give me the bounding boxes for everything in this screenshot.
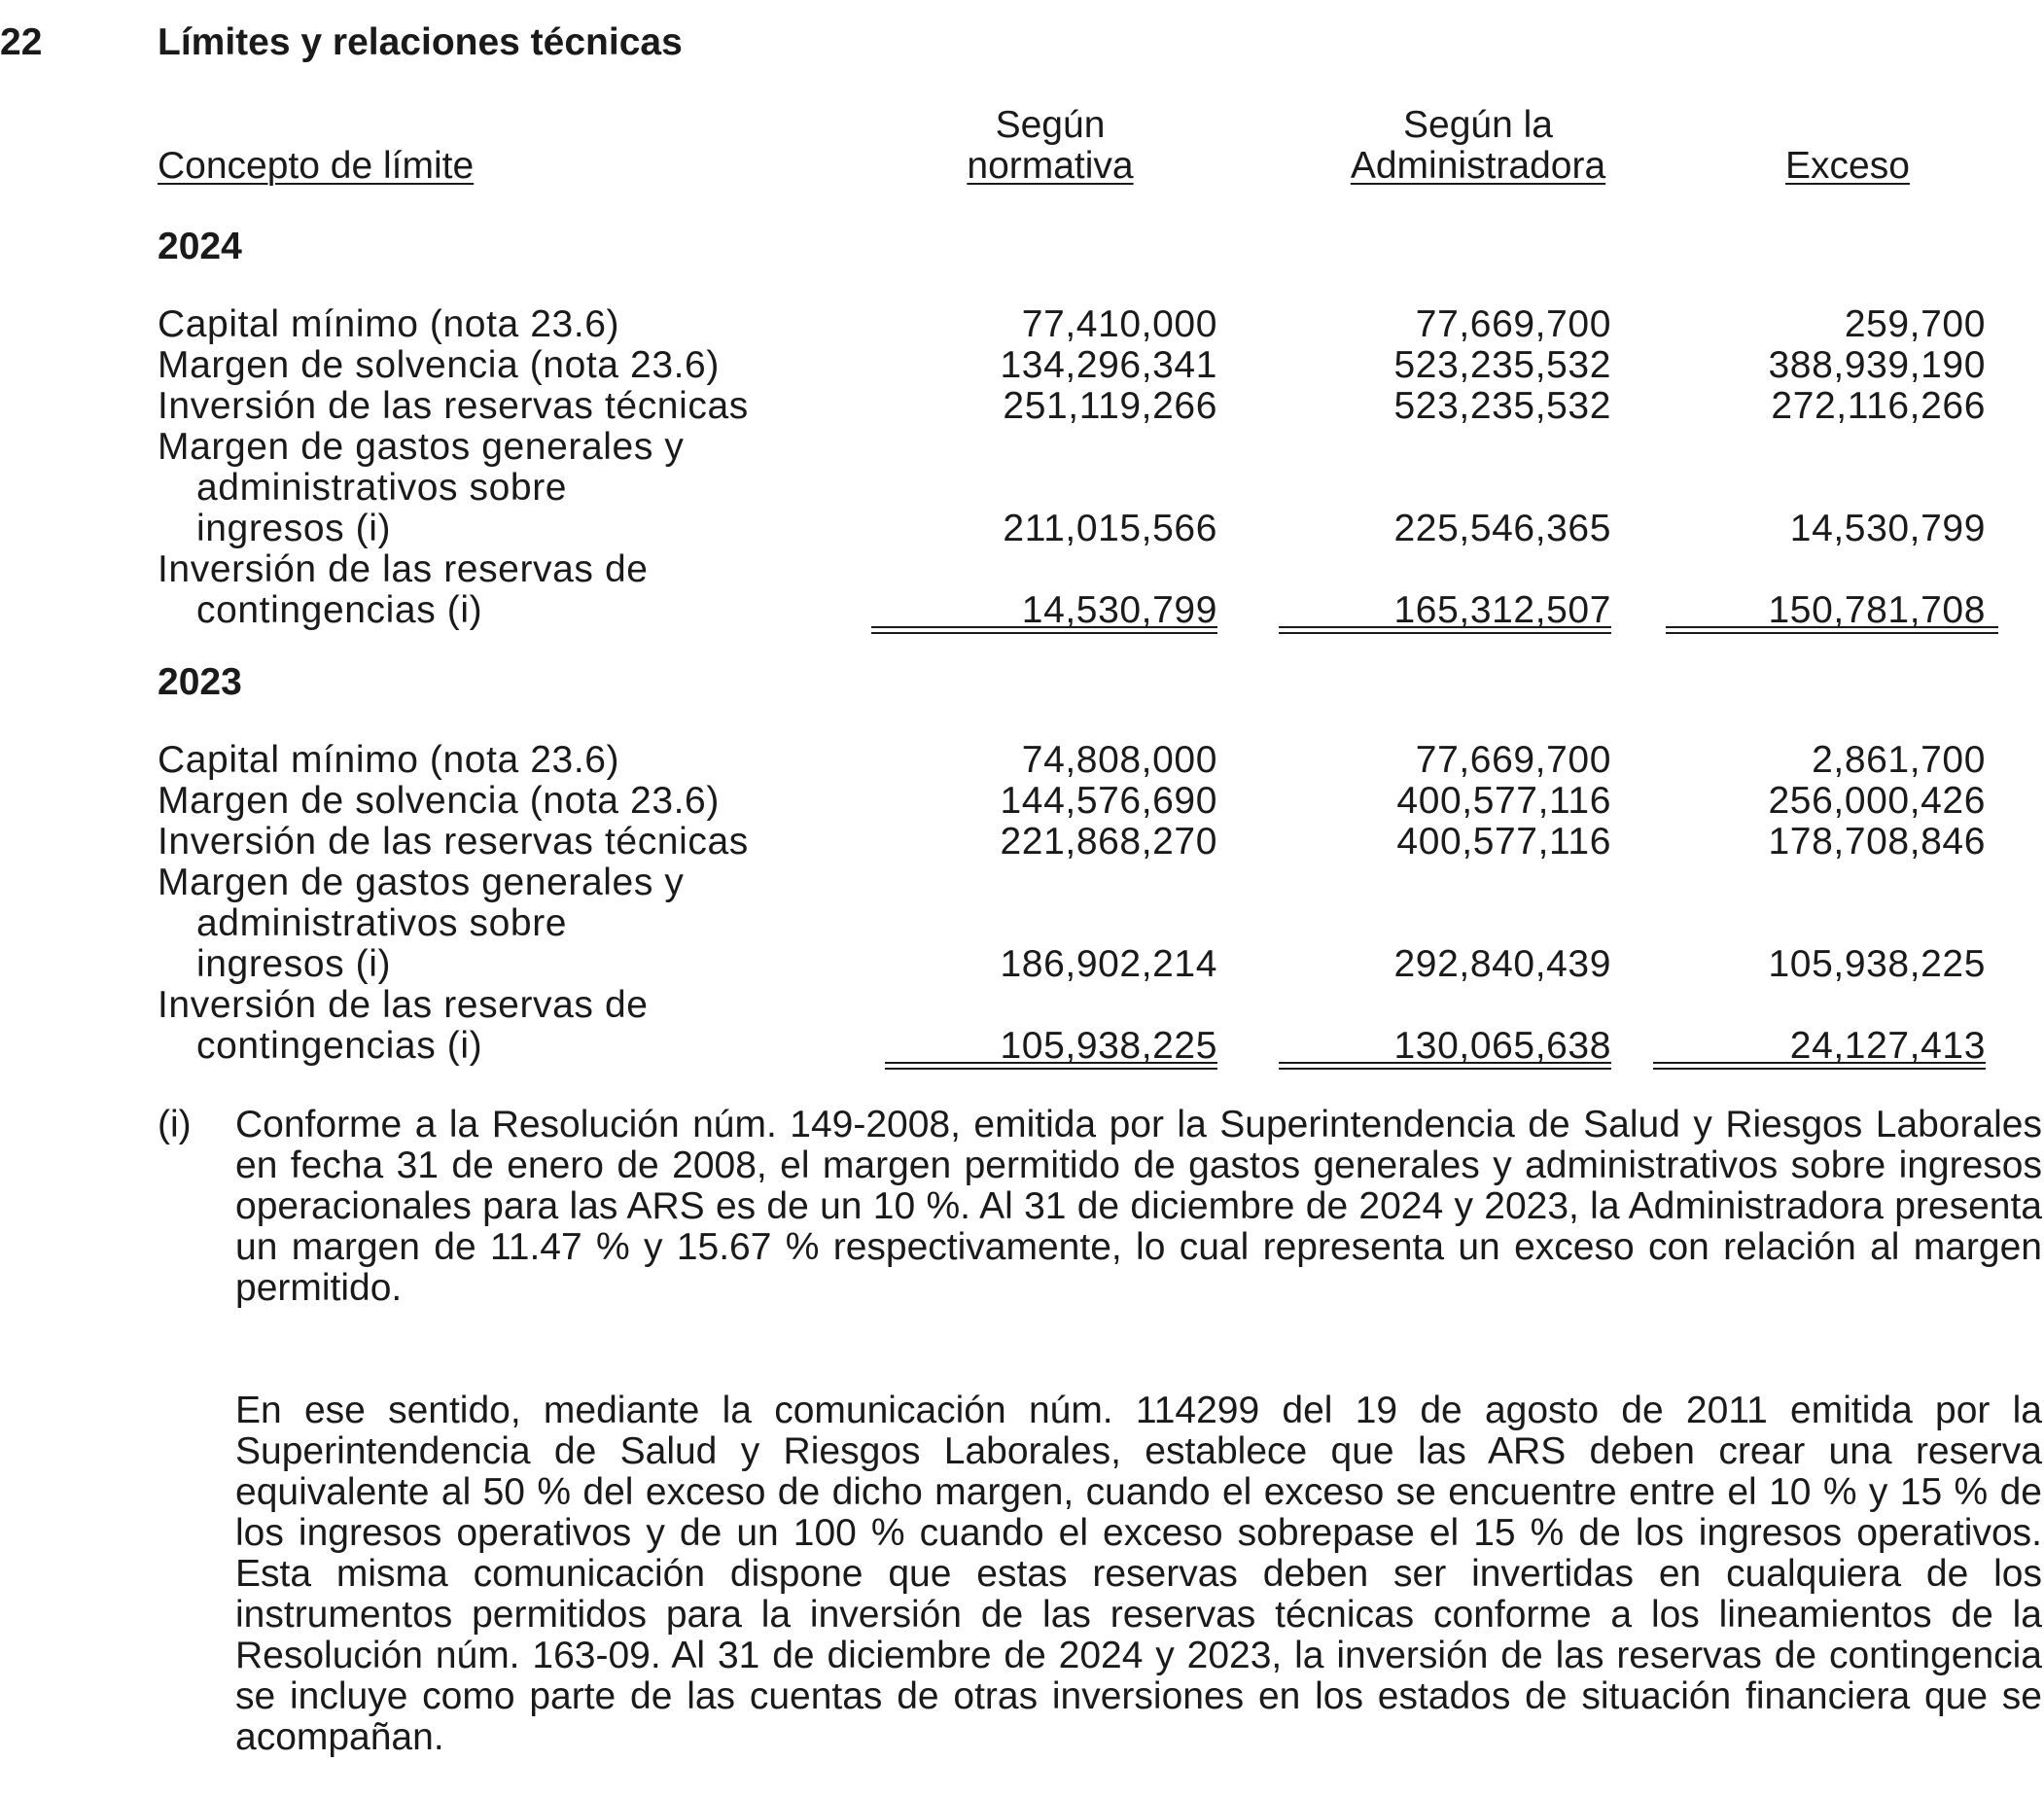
row-label: Inversión de las reservas de [158,548,649,590]
value-normativa: 105,938,225 [1000,1025,1217,1067]
value-administradora: 130,065,638 [1393,1025,1611,1067]
row-label: Margen de gastos generales y [158,426,685,468]
footnote-paragraph-1: Conforme a la Resolución núm. 149-2008, emitida por la Superintendencia de Salud y Riesgos Laborales en fecha 31 de enero de 2008, el margen permitido de gastos generales y administrativos sobre ingresos operacionales para las ARS es de un 10 %. Al 31 de diciembre de 2024 y 2023, la Administradora presenta un margen de 11.47 % y 15.67 % respectivamente, lo cual representa un exceso con relación al margen permitido. [235,1104,2042,1309]
table-row-label-line [0,549,2044,590]
value-normativa: 211,015,566 [1003,508,1217,549]
row-label: contingencias (i) [196,589,483,631]
limits-table-2023 [0,740,2044,1067]
column-header-normativa [934,105,1167,187]
column-header-concept [158,146,474,187]
value-exceso: 388,939,190 [1768,344,1986,386]
table-row-label-line [0,863,2044,903]
limits-table-2024 [0,304,2044,631]
column-header-administradora-line1: Según la [1403,104,1553,146]
value-exceso: 14,530,799 [1789,508,1986,549]
value-administradora: 77,669,700 [1415,739,1611,781]
double-underline-administradora-2023 [1279,1062,1611,1070]
row-label: ingresos (i) [196,943,392,985]
value-exceso: 105,938,225 [1768,943,1986,985]
row-label: administrativos sobre [196,902,568,944]
table-row [0,822,2044,863]
table-row-label-line [0,985,2044,1026]
column-header-concept-label: Concepto de límite [158,145,475,187]
value-normativa: 74,808,000 [1021,739,1217,781]
value-administradora: 400,577,116 [1396,780,1611,822]
column-header-administradora [1303,105,1653,187]
table-row [0,304,2044,345]
row-label: Inversión de las reservas de [158,984,649,1026]
value-administradora: 77,669,700 [1415,303,1611,345]
value-administradora: 523,235,532 [1393,344,1611,386]
table-row [0,1026,2044,1067]
section-title: Límites y relaciones técnicas [158,21,683,63]
row-label: administrativos sobre [196,467,568,509]
value-exceso: 2,861,700 [1812,739,1986,781]
table-row-label-line [0,903,2044,944]
value-normativa: 14,530,799 [1021,589,1217,631]
column-header-administradora-line2: Administradora [1350,145,1606,187]
double-underline-normativa-2024 [871,626,1217,634]
table-row [0,781,2044,822]
row-label: Margen de solvencia (nota 23.6) [158,780,720,822]
table-row-label-line [0,427,2044,468]
value-normativa: 77,410,000 [1021,303,1217,345]
column-header-exceso [1750,146,1945,187]
value-administradora: 225,546,365 [1393,508,1611,549]
table-row [0,509,2044,549]
table-row [0,386,2044,427]
table-row-label-line [0,468,2044,509]
value-normativa: 144,576,690 [1000,780,1217,822]
double-underline-exceso-2023 [1653,1062,1986,1070]
double-underline-administradora-2024 [1279,626,1611,634]
value-administradora: 165,312,507 [1393,589,1611,631]
value-exceso: 272,116,266 [1771,385,1986,427]
value-normativa: 186,902,214 [1000,943,1217,985]
value-exceso: 256,000,426 [1768,780,1986,822]
table-row [0,345,2044,386]
table-row [0,944,2044,985]
value-exceso: 150,781,708 [1768,589,1986,631]
double-underline-normativa-2023 [885,1062,1217,1070]
footnote-paragraph-2: En ese sentido, mediante la comunicación núm. 114299 del 19 de agosto de 2011 emitida por la Superintendencia de Salud y Riesgos Laborales, establece que las ARS deben crear una reserva equivalente al 50 % del exceso de dicho margen, cuando el exceso se encuentre entre el 10 % y 15 % de los ingresos operativos y de un 100 % cuando el exceso sobrepase el 15 % de los ingresos operativos. Esta misma comunicación dispone que estas reservas deben ser invertidas en cualquiera de los instrumentos permitidos para la inversión de las reservas técnicas conforme a los lineamientos de la Resolución núm. 163-09. Al 31 de diciembre de 2024 y 2023, la inversión de las reservas de contingencia se incluye como parte de las cuentas de otras inversiones en los estados de situación financiera que se acompañan. [235,1390,2042,1758]
value-administradora: 400,577,116 [1396,821,1611,863]
footnote-marker: (i) [158,1104,192,1145]
value-normativa: 221,868,270 [1000,821,1217,863]
row-label: Inversión de las reservas técnicas [158,385,749,427]
value-administradora: 292,840,439 [1393,943,1611,985]
value-exceso: 259,700 [1844,303,1986,345]
column-header-normativa-line2: normativa [967,145,1134,187]
row-label: contingencias (i) [196,1025,483,1067]
row-label: Inversión de las reservas técnicas [158,821,749,863]
section-number: 22 [0,21,43,63]
value-exceso: 24,127,413 [1789,1025,1986,1067]
value-normativa: 251,119,266 [1003,385,1217,427]
table-row [0,590,2044,631]
value-normativa: 134,296,341 [1000,344,1217,386]
row-label: Margen de gastos generales y [158,862,685,903]
value-administradora: 523,235,532 [1393,385,1611,427]
row-label: Capital mínimo (nota 23.6) [158,303,620,345]
value-exceso: 178,708,846 [1768,821,1986,863]
double-underline-exceso-2024 [1666,626,1998,634]
row-label: Capital mínimo (nota 23.6) [158,739,620,781]
column-header-exceso-label: Exceso [1785,145,1910,187]
row-label: ingresos (i) [196,508,392,549]
year-heading-2024: 2024 [158,226,242,267]
table-row [0,740,2044,781]
year-heading-2023: 2023 [158,661,242,703]
row-label: Margen de solvencia (nota 23.6) [158,344,720,386]
column-header-normativa-line1: Según [995,104,1106,146]
